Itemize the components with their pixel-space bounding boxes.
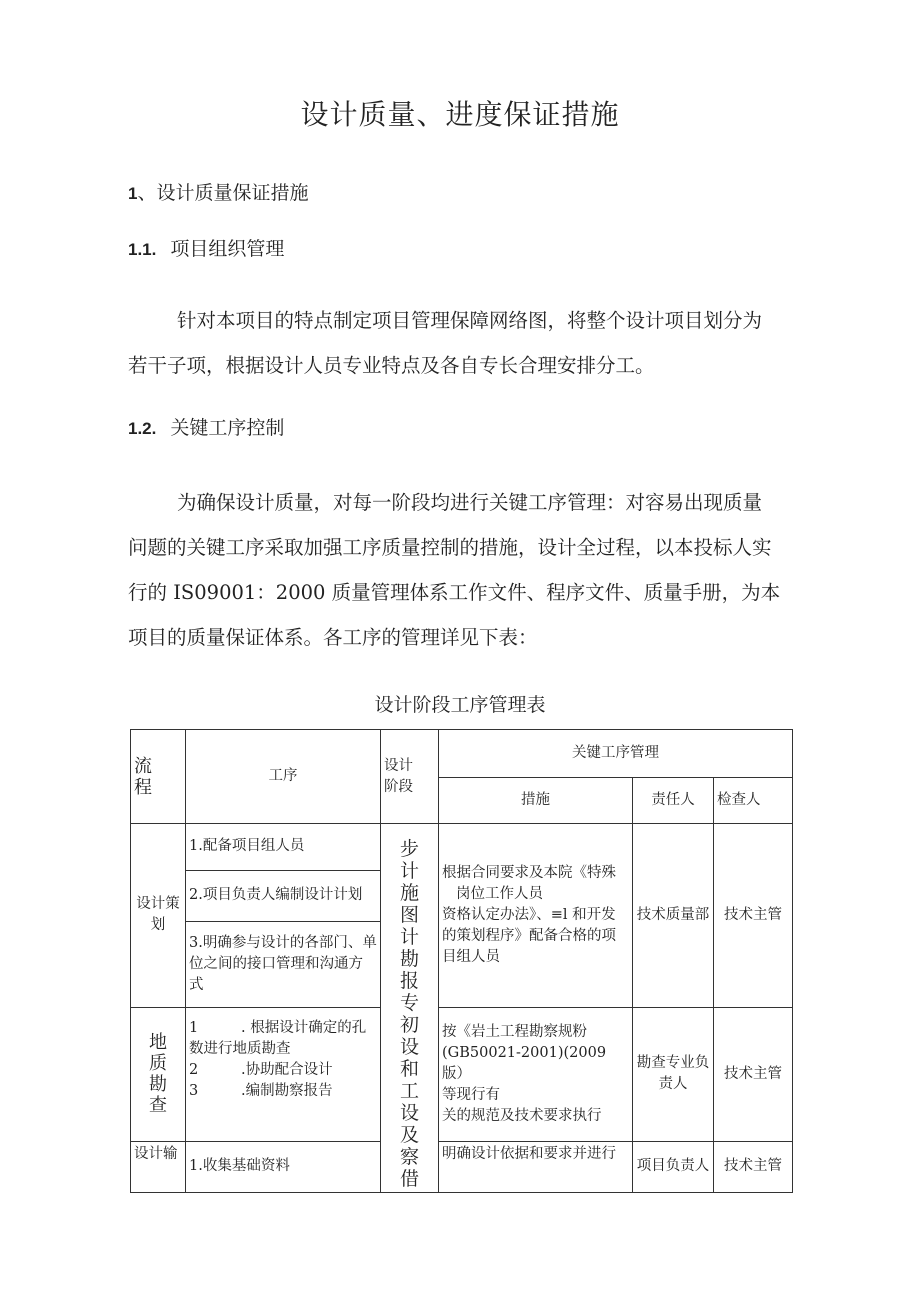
process-line: 2 .协助配合设计 [189, 1061, 333, 1078]
responsible-cell: 项目负责人 [633, 1141, 714, 1192]
section-number: 1.2. [128, 419, 157, 438]
header-flow-text: 流程 [134, 755, 152, 798]
checker-cell: 技术主管 [714, 1007, 793, 1141]
section-text: 、设计质量保证措施 [137, 182, 309, 204]
header-key-mgmt: 关键工序管理 [439, 730, 793, 778]
measures-line: (GB50021-2001)(2009 版） [442, 1044, 607, 1082]
table-row [131, 824, 793, 871]
flow-text: 设计策划 [136, 896, 180, 934]
process-cell [186, 1007, 381, 1141]
checker-cell: 技术主管 [714, 824, 793, 1008]
stage-cell [381, 824, 439, 1193]
paragraph-line: 针对本项目的特点制定项目管理保障网络图，将整个设计项目划分为 [177, 309, 763, 332]
paragraph-line: 问题的关键工序采取加强工序质量控制的措施，设计全过程，以本投标人实 [128, 536, 772, 559]
measures-line: 资格认定办法》、≡l 和开发 [442, 906, 616, 923]
page-title: 设计质量、进度保证措施 [300, 98, 620, 131]
table-header-row [131, 730, 793, 778]
paragraph-line: 若干子项，根据设计人员专业特点及各自专长合理安排分工。 [128, 354, 655, 377]
measures-line: 的策划程序》配备合格的项 [442, 927, 616, 944]
measures-line: 目组人员 [442, 948, 500, 965]
measures-line: 岗位工作人员 [456, 885, 543, 902]
section-heading-1 [128, 178, 308, 205]
measures-cell [439, 824, 633, 1008]
process-management-table [130, 729, 793, 1193]
responsible-text: 勘查专业负责人 [636, 1055, 710, 1093]
header-responsible: 责任人 [633, 778, 714, 824]
measures-line: 关的规范及技术要求执行 [442, 1107, 602, 1124]
stage-vertical-text: 步计施图计勘报专初设和工设及察借 [399, 838, 419, 1190]
process-cell: 3.明确参与设计的各部门、单位之间的接口管理和沟通方式 [186, 922, 381, 1008]
flow-cell: 设计输 [131, 1141, 186, 1192]
process-line: 1 . 根据设计确定的孔 [189, 1019, 367, 1036]
header-flow [131, 730, 186, 824]
process-cell: 1.收集基础资料 [186, 1141, 381, 1192]
paragraph-line: 为确保设计质量，对每一阶段均进行关键工序管理：对容易出现质量 [177, 491, 763, 514]
section-number: 1.1. [128, 240, 157, 259]
process-cell: 1.配备项目组人员 [186, 824, 381, 871]
paragraph-line: 行的 IS09001：2000 质量管理体系工作文件、程序文件、质量手册，为本 [128, 581, 781, 604]
responsible-cell [633, 1007, 714, 1141]
header-checker: 检查人 [714, 778, 793, 824]
process-line: 3 .编制勘察报告 [189, 1082, 333, 1099]
process-line: 数进行地质勘查 [189, 1040, 291, 1057]
section-text: 关键工序控制 [170, 417, 285, 439]
header-stage [381, 730, 439, 824]
measures-cell: 明确设计依据和要求并进行 [439, 1141, 633, 1192]
section-text: 项目组织管理 [170, 238, 285, 260]
table-row [131, 1141, 793, 1192]
table-row [131, 1007, 793, 1141]
header-process: 工序 [186, 730, 381, 824]
process-cell: 2.项目负责人编制设计计划 [186, 870, 381, 921]
measures-line: 按《岩土工程勘察规粉 [442, 1023, 587, 1040]
paragraph-2 [128, 480, 792, 660]
section-heading-1-2 [128, 413, 284, 440]
paragraph-line: 项目的质量保证体系。各工序的管理详见下表： [128, 626, 538, 649]
checker-cell: 技术主管 [714, 1141, 793, 1192]
section-heading-1-1 [128, 234, 284, 261]
measures-line: 根据合同要求及本院《特殊 [442, 864, 616, 881]
flow-cell [131, 1007, 186, 1141]
header-measures: 措施 [439, 778, 633, 824]
responsible-cell: 技术质量部 [633, 824, 714, 1008]
measures-line: 等现行有 [442, 1086, 500, 1103]
flow-text: 地质勘查 [149, 1032, 167, 1117]
table-caption: 设计阶段工序管理表 [374, 694, 546, 716]
section-number: 1 [128, 184, 138, 203]
flow-cell [131, 824, 186, 1008]
measures-cell [439, 1007, 633, 1141]
paragraph-1 [128, 298, 792, 388]
header-stage-text: 设计阶段 [384, 757, 413, 795]
